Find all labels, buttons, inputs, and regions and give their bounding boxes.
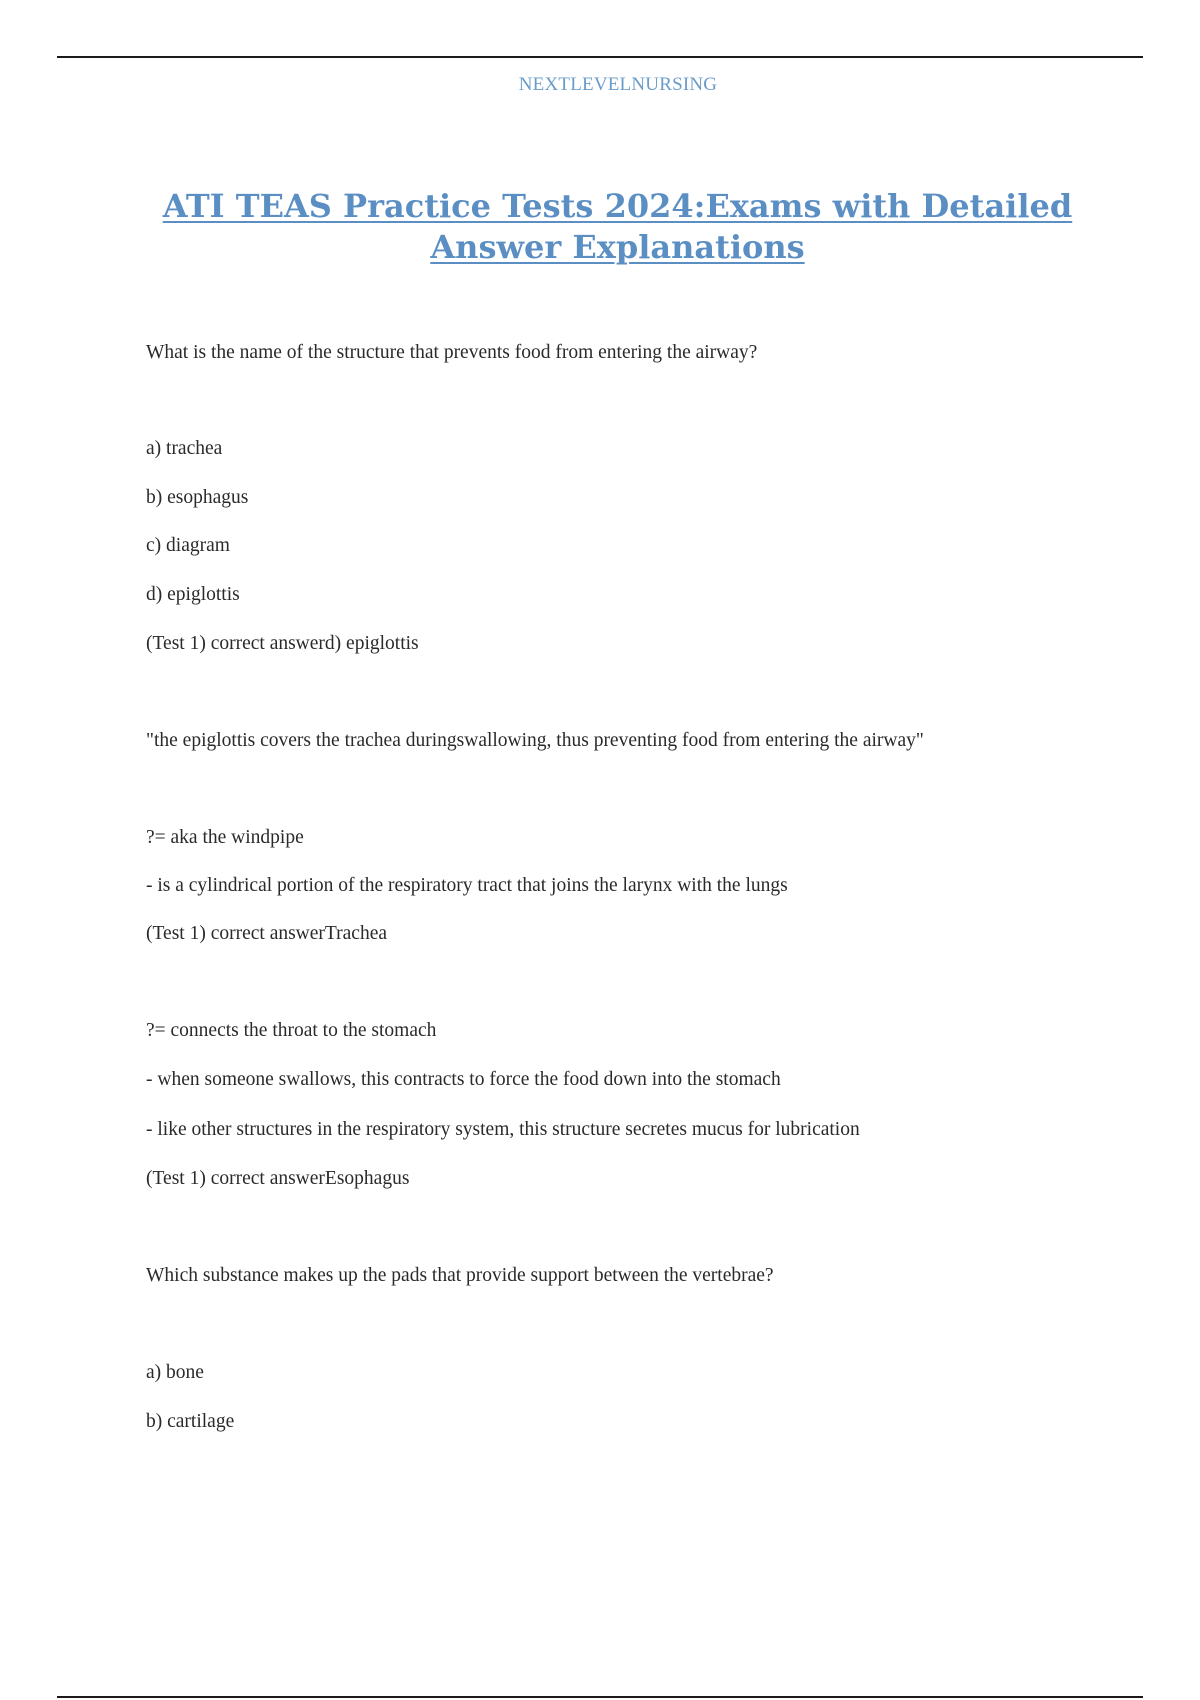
header-rule (57, 56, 1143, 58)
question-4-option-a: a) bone (146, 1362, 204, 1383)
question-4-option-b: b) cartilage (146, 1411, 235, 1432)
question-1-explanation: "the epiglottis covers the trachea duringswallowing, thus preventing food from entering the airway" (146, 730, 924, 751)
document-title-line-1: ATI TEAS Practice Tests 2024:Exams with Detailed (162, 187, 1073, 225)
question-3-line-3: - like other structures in the respiratory system, this structure secretes mucus for lubrication (146, 1119, 860, 1140)
question-1-answer: (Test 1) correct answerd) epiglottis (146, 633, 419, 654)
question-3-line-1: ?= connects the throat to the stomach (146, 1020, 437, 1041)
header-brand: NEXTLEVELNURSING (518, 74, 718, 95)
question-1-option-d: d) epiglottis (146, 584, 240, 605)
document-title-line-2: Answer Explanations (430, 228, 805, 266)
question-3-answer: (Test 1) correct answerEsophagus (146, 1168, 410, 1189)
question-1-option-a: a) trachea (146, 438, 223, 459)
question-3-line-2: - when someone swallows, this contracts to force the food down into the stomach (146, 1069, 781, 1090)
question-2-line-1: ?= aka the windpipe (146, 827, 304, 848)
question-1-text: What is the name of the structure that prevents food from entering the airway? (146, 342, 758, 363)
question-2-answer: (Test 1) correct answerTrachea (146, 923, 388, 944)
footer-rule (57, 1696, 1143, 1698)
question-1-option-b: b) esophagus (146, 487, 249, 508)
document-title (150, 186, 1085, 268)
question-4-text: Which substance makes up the pads that provide support between the vertebrae? (146, 1265, 774, 1286)
question-1-option-c: c) diagram (146, 535, 230, 556)
question-2-line-2: - is a cylindrical portion of the respiratory tract that joins the larynx with the lungs (146, 875, 788, 896)
